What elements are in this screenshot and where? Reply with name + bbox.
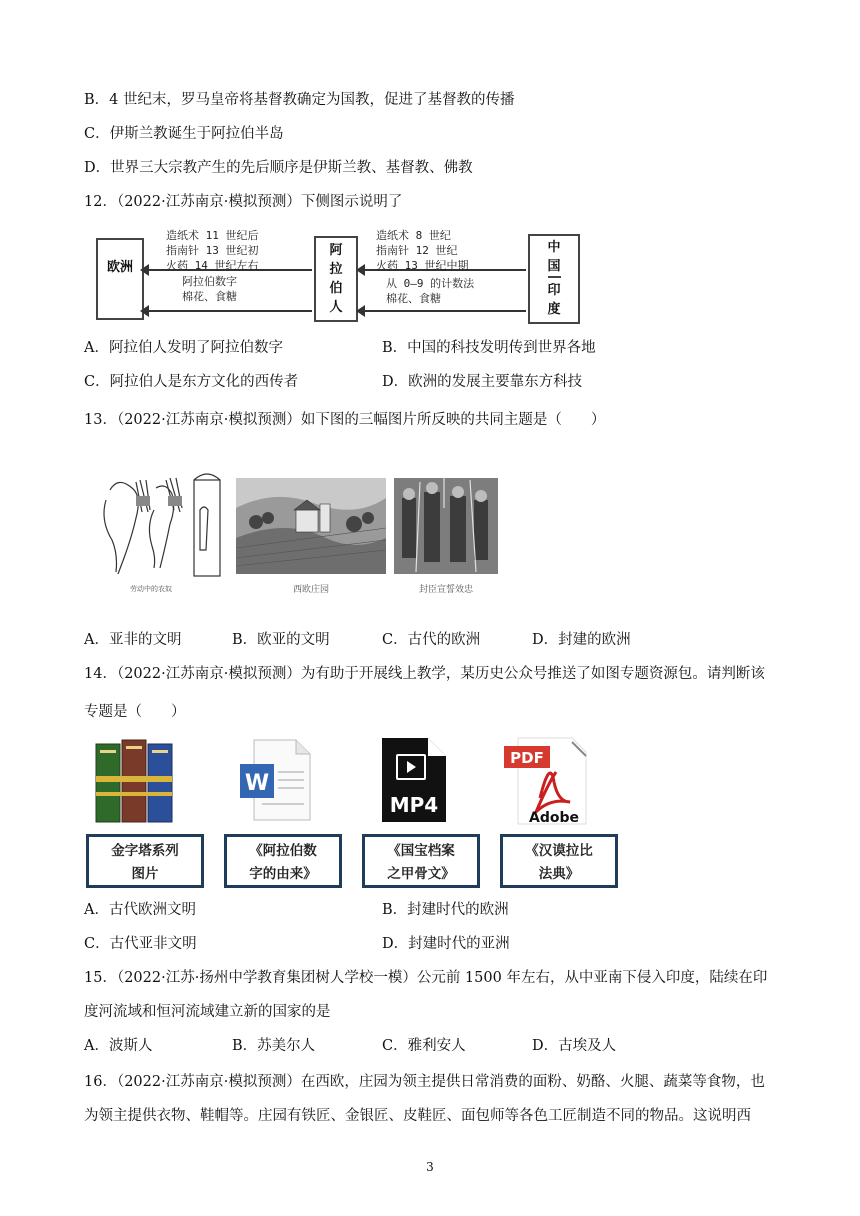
q15-option-a: A．波斯人 <box>84 1038 153 1054</box>
serfs-drawing <box>96 470 226 582</box>
mp4-label: 《国宝档案 之甲骨文》 <box>362 834 480 888</box>
q13-option-c: C．古代的欧洲 <box>382 632 481 648</box>
china-to-arab-tech-text: 造纸术 8 世纪 指南针 12 世纪 火药 13 世纪中期 <box>376 229 469 272</box>
china-india-box <box>528 234 580 324</box>
q12-diagram <box>96 229 586 324</box>
q14-option-a: A．古代欧洲文明 <box>84 902 196 918</box>
q13-option-a: A．亚非的文明 <box>84 632 182 648</box>
q12-option-d: D．欧洲的发展主要靠东方科技 <box>382 374 583 390</box>
q12-option-c: C．阿拉伯人是东方文化的西传者 <box>84 374 299 390</box>
pdf-glyph: PDF <box>510 749 544 767</box>
q14-stem-line1: 14．（2022·江苏南京·模拟预测）为有助于开展线上教学，某历史公众号推送了如图专题资源包。请判断该 <box>84 666 765 682</box>
q16-stem-line2: 为领主提供衣物、鞋帽等。庄园有铁匠、金银匠、皮鞋匠、面包师等各色工匠制造不同的物品。这说明西 <box>84 1108 751 1124</box>
q14-option-b: B．封建时代的欧洲 <box>382 902 509 918</box>
arab-box <box>314 236 358 322</box>
vassal-oath-caption: 封臣宣誓效忠 <box>418 585 473 595</box>
q13-stem: 13．（2022·江苏南京·模拟预测）如下图的三幅图片所反映的共同主题是（ ） <box>84 412 606 428</box>
adobe-glyph: Adobe <box>529 810 579 826</box>
word-label: 《阿拉伯数 字的由来》 <box>224 834 342 888</box>
word-document-icon <box>224 736 348 826</box>
resource-word <box>224 736 348 892</box>
pdf-file-icon <box>500 736 624 826</box>
q15-stem-line2: 度河流域和恒河流域建立新的国家的是 <box>84 1004 331 1020</box>
q12-option-a: A．阿拉伯人发明了阿拉伯数字 <box>84 340 283 356</box>
q11-option-c: C．伊斯兰教诞生于阿拉伯半岛 <box>84 126 284 142</box>
europe-box <box>96 238 144 320</box>
q16-stem-line1: 16．（2022·江苏南京·模拟预测）在西欧，庄园为领主提供日常消费的面粉、奶酪、火腿、蔬菜等食物，也 <box>84 1074 765 1090</box>
vassal-oath-drawing <box>394 478 498 574</box>
vassal-oath-image <box>394 478 498 598</box>
europe-label: 欧洲 <box>106 260 133 275</box>
serfs-woodcut-image <box>96 470 226 598</box>
q15-option-d: D．古埃及人 <box>532 1038 617 1054</box>
india-to-arab-arrow <box>358 310 526 312</box>
q13-option-b: B．欧亚的文明 <box>232 632 330 648</box>
books-label: 金字塔系列 图片 <box>86 834 204 888</box>
india-to-arab-goods-text: 从 0—9 的计数法 棉花、食糖 <box>386 277 475 305</box>
arab-to-europe-tech-text: 造纸术 11 世纪后 指南针 13 世纪初 火药 14 世纪左右 <box>166 229 259 272</box>
q11-option-b: B．4 世纪末，罗马皇帝将基督教确定为国教，促进了基督教的传播 <box>84 92 515 108</box>
resource-books <box>86 736 210 892</box>
arab-to-europe-goods-text: 阿拉伯数字 棉花、食糖 <box>182 275 237 303</box>
books-icon <box>86 736 210 826</box>
mp4-file-icon <box>362 736 486 826</box>
india-label: 印度 <box>547 283 561 317</box>
manor-drawing <box>236 478 386 574</box>
pdf-label: 《汉谟拉比 法典》 <box>500 834 618 888</box>
q14-option-c: C．古代亚非文明 <box>84 936 197 952</box>
q15-stem-line1: 15．（2022·江苏·扬州中学教育集团树人学校一模）公元前 1500 年左右，从中亚南下侵入印度，陆续在印 <box>84 970 768 986</box>
manor-caption: 西欧庄园 <box>292 585 329 595</box>
q11-option-d: D．世界三大宗教产生的先后顺序是伊斯兰教、基督教、佛教 <box>84 160 473 176</box>
page-number: 3 <box>426 1160 434 1174</box>
q12-stem: 12．（2022·江苏南京·模拟预测）下侧图示说明了 <box>84 194 403 210</box>
q14-stem-line2: 专题是（ ） <box>84 704 186 720</box>
q15-option-c: C．雅利安人 <box>382 1038 466 1054</box>
q14-option-d: D．封建时代的亚洲 <box>382 936 510 952</box>
arab-label: 阿拉伯人 <box>329 243 343 315</box>
resource-mp4 <box>362 736 486 892</box>
serfs-caption: 劳动中的农奴 <box>130 585 172 593</box>
q12-option-b: B．中国的科技发明传到世界各地 <box>382 340 596 356</box>
word-glyph: W <box>244 771 270 796</box>
arab-to-europe-arrow-bottom <box>142 310 312 312</box>
q13-option-d: D．封建的欧洲 <box>532 632 631 648</box>
china-label: 中国 <box>548 236 561 278</box>
resource-pdf <box>500 736 624 892</box>
mp4-glyph: MP4 <box>389 793 439 817</box>
q15-option-b: B．苏美尔人 <box>232 1038 316 1054</box>
manor-image <box>236 478 386 598</box>
